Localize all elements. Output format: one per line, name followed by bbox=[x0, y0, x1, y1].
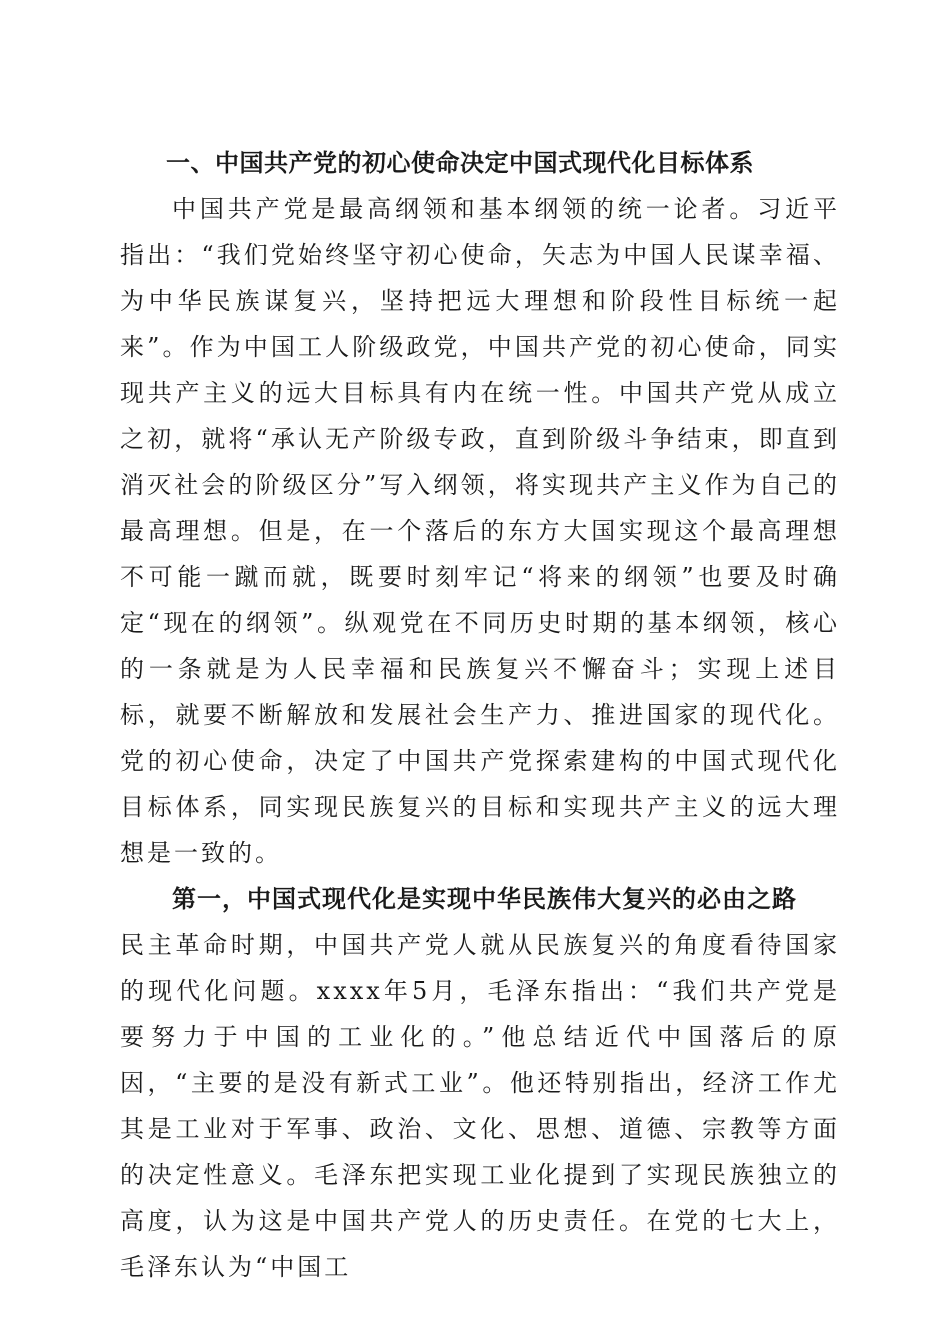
subheading-first-point: 第一，中国式现代化是实现中华民族伟大复兴的必由之路 bbox=[172, 884, 797, 913]
document-body bbox=[120, 140, 840, 1290]
section-heading: 一、中国共产党的初心使命决定中国式现代化目标体系 bbox=[166, 149, 754, 177]
paragraph-initial-mission: 中国共产党是最高纲领和基本纲领的统一论者。习近平指出：“我们党始终坚守初心使命，矢志为中国人民谋幸福、为中华民族谋复兴，坚持把远大理想和阶段性目标统一起来”。作为中国工人阶级政党，中国共产党的初心使命，同实现共产主义的远大目标具有内在统一性。中国共产党从成立之初，就将“承认无产阶级专政，直到阶级斗争结束，即直到消灭社会的阶级区分”写入纲领，将实现共产主义作为自己的最高理想。但是，在一个落后的东方大国实现这个最高理想不可能一蹴而就，既要时刻牢记“将来的纲领”也要及时确定“现在的纲领”。纵观党在不同历史时期的基本纲领，核心的一条就是为人民幸福和民族复兴不懈奋斗；实现上述目标，就要不断解放和发展社会生产力、推进国家的现代化。党的初心使命，决定了中国共产党探索建构的中国式现代化目标体系，同实现民族复兴的目标和实现共产主义的远大理想是一致的。 bbox=[120, 195, 840, 867]
paragraph-industrialization: 民主革命时期，中国共产党人就从民族复兴的角度看待国家的现代化问题。xxxx年5月，毛泽东指出：“我们共产党是要努力于中国的工业化的。”他总结近代中国落后的原因，“主要的是没有新式工业”。他还特别指出，经济工作尤其是工业对于军事、政治、文化、思想、道德、宗教等方面的决定性意义。毛泽东把实现工业化提到了实现民族独立的高度，认为这是中国共产党人的历史责任。在党的七大上，毛泽东认为“中国工 bbox=[120, 931, 840, 1281]
